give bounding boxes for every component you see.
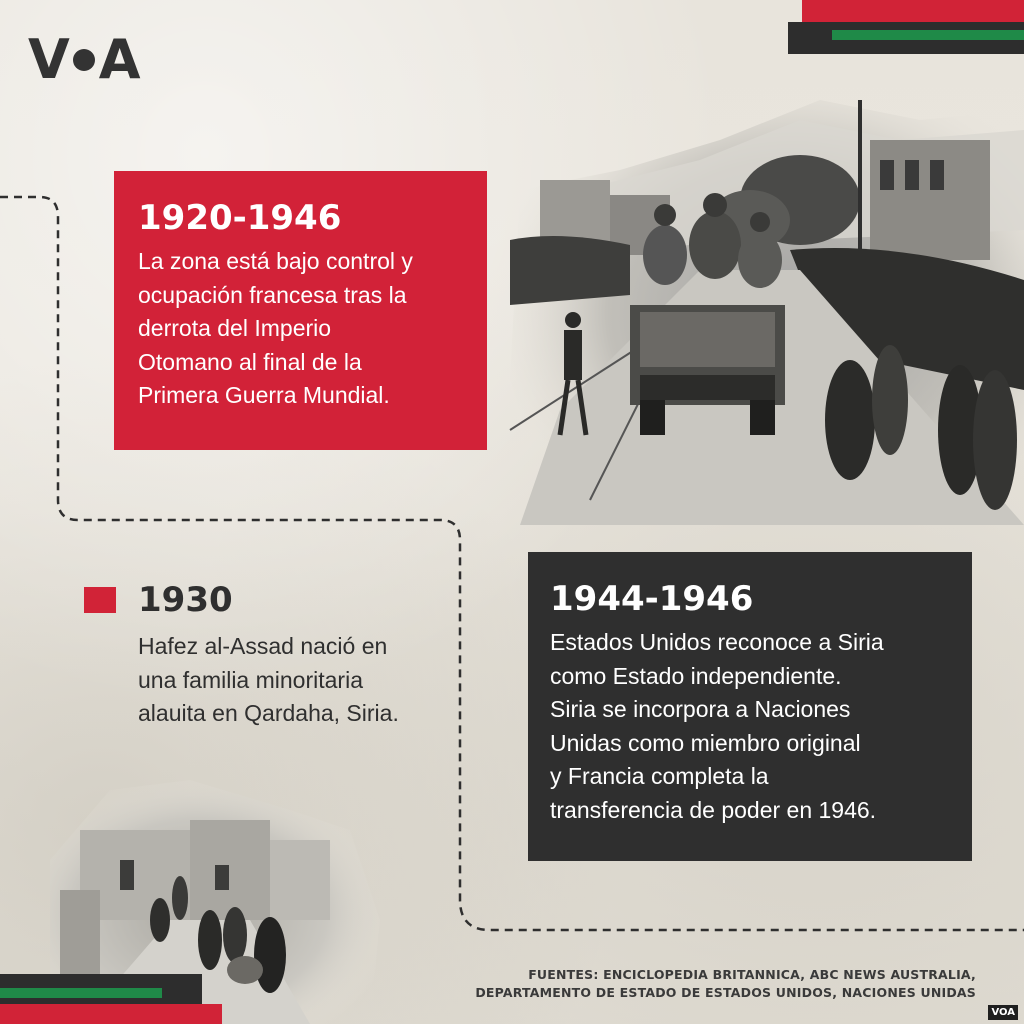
text-line: Unidas como miembro original	[550, 729, 861, 756]
event-1920-1946-card	[114, 171, 487, 450]
text-line: Primera Guerra Mundial.	[138, 382, 390, 409]
text-line: alauita en Qardaha, Siria.	[138, 700, 399, 727]
voa-logo	[28, 28, 138, 91]
text-line: y Francia completa la	[550, 763, 769, 790]
text-line: ocupación francesa tras la	[138, 281, 407, 308]
event-1930-description	[138, 630, 468, 731]
text-line: La zona está bajo control y	[138, 248, 413, 274]
event-1920-1946-description	[138, 245, 467, 413]
event-1930-year: 1930	[138, 580, 233, 620]
logo-letter-v: V	[28, 28, 67, 91]
bottom-green-stripe	[0, 988, 162, 998]
sources-credit	[475, 966, 976, 1002]
logo-dot-icon	[73, 49, 95, 71]
event-1920-1946-year: 1920-1946	[138, 198, 342, 238]
voa-corner-mark: VOA	[988, 1005, 1018, 1020]
text-line: una familia minoritaria	[138, 666, 363, 693]
historic-photo-convoy	[500, 80, 1024, 525]
sources-line: DEPARTAMENTO DE ESTADO DE ESTADOS UNIDOS, NACIONES UNIDAS	[475, 985, 976, 1001]
top-red-stripe	[802, 0, 1024, 22]
text-line: Hafez al-Assad nació en	[138, 633, 388, 659]
text-line: Otomano al final de la	[138, 348, 362, 375]
text-line: derrota del Imperio	[138, 315, 332, 342]
event-1930-marker	[84, 587, 116, 613]
event-1944-1946-card	[528, 552, 972, 861]
event-1944-1946-year: 1944-1946	[550, 579, 754, 619]
logo-letter-a: A	[98, 28, 138, 91]
sources-line: FUENTES: ENCICLOPEDIA BRITANNICA, ABC NEWS AUSTRALIA,	[528, 967, 976, 982]
top-green-stripe	[832, 30, 1024, 40]
text-line: transferencia de poder en 1946.	[550, 796, 877, 823]
text-line: Estados Unidos reconoce a Siria	[550, 629, 884, 655]
text-line: como Estado independiente.	[550, 662, 842, 689]
bottom-red-stripe	[0, 1004, 222, 1024]
text-line: Siria se incorpora a Naciones	[550, 696, 851, 723]
event-1944-1946-description	[550, 626, 954, 827]
